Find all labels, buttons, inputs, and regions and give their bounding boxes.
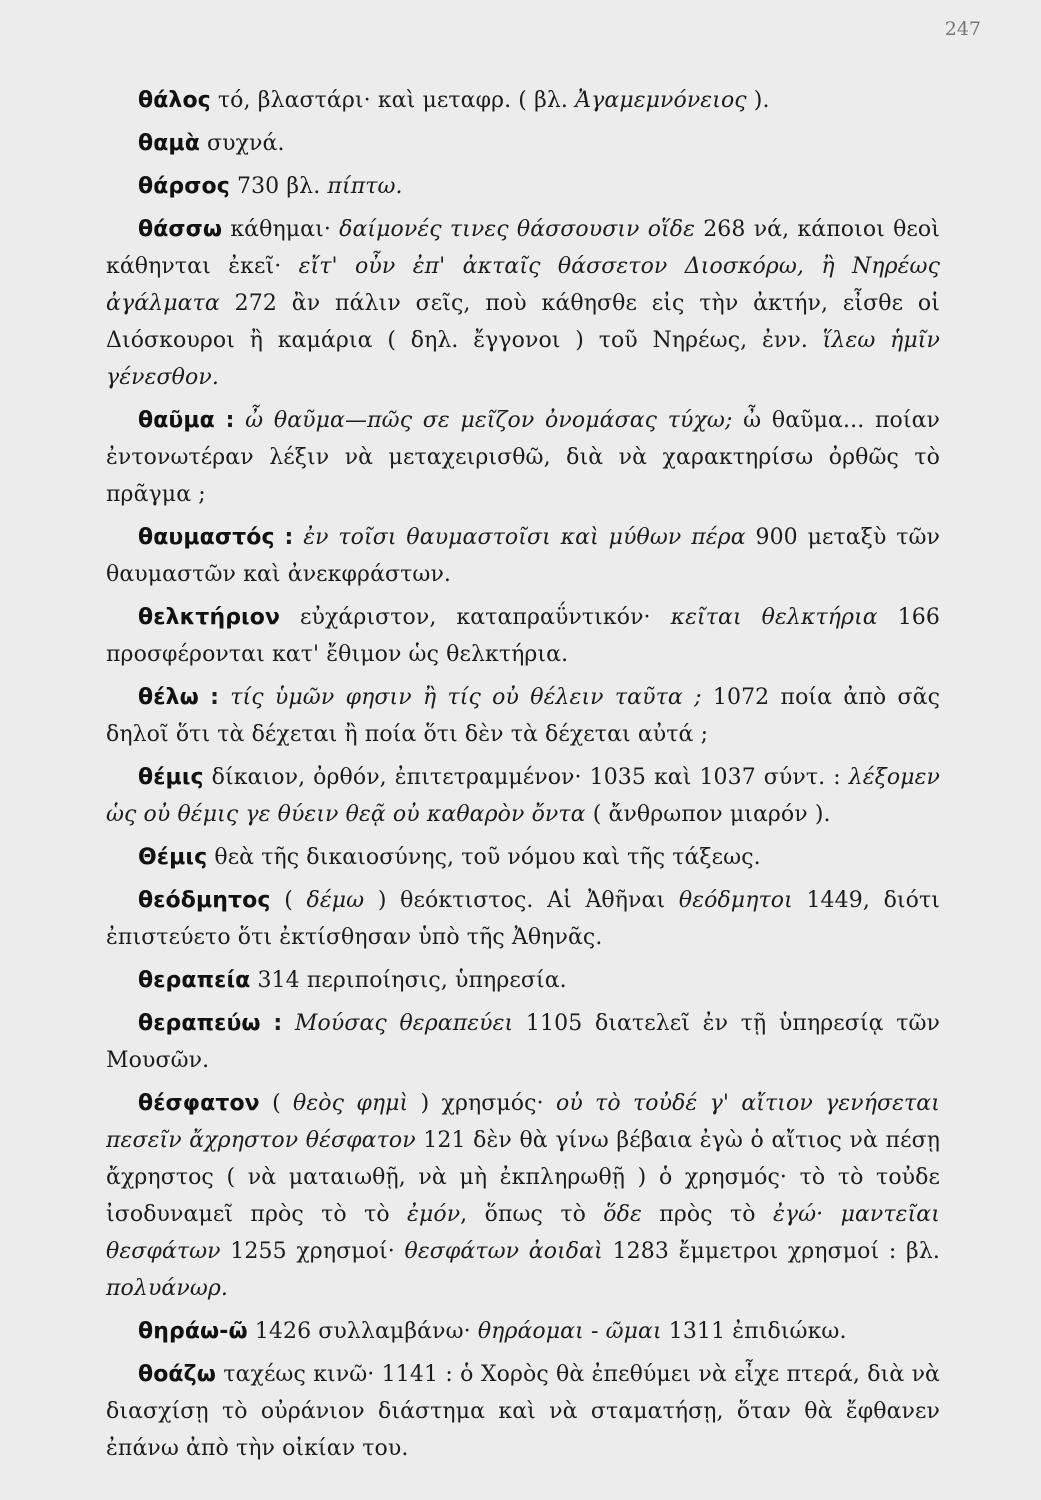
definition-text: 1449, διότι ἐπιστεύετο ὅτι ἐκτίσθησαν ὑπὸ τῆς Ἀθηνᾶς.	[106, 888, 940, 950]
definition-text: ( ἄνθρωπον μιαρόν ).	[585, 802, 831, 827]
glossary-entry	[106, 1005, 940, 1079]
headword: θάσσω	[138, 217, 223, 242]
glossary-entry	[106, 1313, 940, 1350]
headword: θοάζω	[138, 1362, 216, 1387]
definition-text: κάθημαι·	[230, 217, 340, 242]
italic-quotation: θεόδμητοι	[678, 888, 793, 913]
headword: θαμὰ	[138, 131, 200, 156]
italic-quotation: εἴτ' οὖν ἐπ' ἀκταῖς θάσσετον Διοσκόρω, ἢ Νηρέως ἀγάλματα	[106, 254, 940, 316]
glossary-entry	[106, 1085, 940, 1307]
italic-quotation: ἵλεω ἡμῖν γένεσθον.	[106, 328, 941, 390]
headword: Θέμις	[138, 845, 208, 870]
definition-text: 730 βλ.	[236, 174, 328, 199]
definition-text: 314 περιποίησις, ὑπηρεσία.	[257, 968, 567, 993]
glossary-entry	[106, 125, 940, 162]
italic-quotation: ἐγώ· μαντεῖαι θεσφάτων	[106, 1202, 940, 1264]
italic-quotation: ὅδε	[603, 1202, 642, 1227]
headword-separator: :	[284, 525, 294, 550]
italic-quotation: λέξομεν ὡς οὐ θέμις γε θύειν θεᾷ οὐ καθαρὸν ὄντα	[106, 765, 940, 827]
italic-quotation: κεῖται θελκτήρια	[670, 605, 878, 630]
definition-text: , ὅπως τὸ	[460, 1202, 604, 1227]
glossary-entry	[106, 211, 940, 396]
headword: θεραπεία	[138, 968, 251, 993]
definition-text: (	[284, 888, 307, 913]
italic-quotation: οὐ τὸ τοὐδέ γ' αἴτιον γενήσεται πεσεῖν ἄχρηστον θέσφατον	[106, 1091, 940, 1153]
definition-text: 1311 ἐπιδιώκω.	[661, 1319, 847, 1344]
definition-text: δίκαιον, ὀρθόν, ἐπιτετραμμένον· 1035 καὶ 1037 σύντ. :	[211, 765, 849, 790]
italic-quotation: τίς ὑμῶν φησιν ἢ τίς οὐ θέλειν ταῦτα ;	[230, 685, 702, 710]
glossary-entry	[106, 759, 940, 833]
headword-separator: :	[210, 685, 219, 710]
definition-text: 1072 ποία ἀπὸ σᾶς δηλοῖ ὅτι τὰ δέχεται ἢ ποία ὅτι δὲν τὰ δέχεται αὐτά ;	[106, 685, 940, 747]
definition-text: 268 νά, κάποιοι θεοὶ κάθηνται ἐκεῖ·	[106, 217, 941, 279]
headword: θέμις	[138, 765, 204, 790]
definition-text: ὦ θαῦμα... ποίαν ἐντονωτέραν λέξιν νὰ μεταχειρισθῶ, διὰ νὰ χαρακτηρίσω ὀρθῶς τὸ πρᾶγμα ;	[106, 408, 941, 507]
definition-text: ).	[746, 88, 770, 113]
definition-text: (	[272, 1091, 294, 1116]
glossary-entry	[106, 962, 940, 999]
definition-text: 272 ἂν πάλιν σεῖς, ποὺ κάθησθε εἰς τὴν ἀκτήν, εἶσθε οἱ Διόσκουροι ἢ καμάρια ( δηλ. ἔγγονοι ) τοῦ Νηρέως, ἐνν.	[106, 291, 940, 353]
headword: θαυμαστός	[138, 525, 275, 550]
italic-quotation: ἐν τοῖσι θαυμαστοῖσι καὶ μύθων πέρα	[303, 525, 746, 550]
glossary-entry	[106, 1356, 940, 1467]
glossary-entry	[106, 882, 940, 956]
headword: θεραπεύω	[138, 1011, 261, 1036]
glossary-entry	[106, 519, 940, 593]
page-number: 247	[944, 18, 981, 40]
headword: θαῦμα	[138, 408, 215, 433]
glossary-entry	[106, 402, 940, 513]
headword: θάρσος	[138, 174, 230, 199]
definition-text: ) θεόκτιστος. Αἱ Ἀθῆναι	[364, 888, 679, 913]
definition-text: 1283 ἔμμετροι χρησμοί : βλ.	[602, 1239, 941, 1264]
glossary-entry	[106, 839, 940, 876]
headword: θηράω-ῶ	[138, 1319, 248, 1344]
italic-quotation: πίπτω.	[327, 174, 403, 199]
headword-separator: :	[225, 408, 235, 433]
italic-quotation: Μούσας θεραπεύει	[294, 1011, 514, 1036]
definition-text: εὐχάριστον, καταπραΰντικόν·	[300, 605, 671, 630]
italic-quotation: Ἀγαμεμνόνειος	[575, 88, 747, 113]
definition-text: 166 προσφέρονται κατ' ἔθιμον ὡς θελκτήρια.	[106, 605, 941, 667]
glossary-entries	[106, 82, 940, 1473]
definition-text: 1255 χρησμοί·	[220, 1239, 405, 1264]
definition-text: συχνά.	[207, 131, 285, 156]
definition-text: θεὰ τῆς δικαιοσύνης, τοῦ νόμου καὶ τῆς τάξεως.	[214, 845, 761, 870]
italic-quotation: δέμω	[306, 888, 365, 913]
italic-quotation: ἐμόν	[407, 1202, 461, 1227]
definition-text: 1105 διατελεῖ ἐν τῇ ὑπηρεσίᾳ τῶν Μουσῶν.	[106, 1011, 940, 1073]
definition-text: ταχέως κινῶ· 1141 : ὁ Χορὸς θὰ ἐπεθύμει νὰ εἶχε πτερά, διὰ νὰ διασχίσῃ τὸ οὐράνιον διάστημα καὶ νὰ σταματήσῃ, ὅταν θὰ ἔφθανεν ἐπάνω ἀπὸ τὴν οἰκίαν του.	[106, 1362, 941, 1461]
italic-quotation: θεὸς φημὶ	[293, 1091, 409, 1116]
glossary-entry	[106, 168, 940, 205]
headword: θέλω	[138, 685, 199, 710]
headword-separator: :	[273, 1011, 283, 1036]
definition-text: πρὸς τὸ	[641, 1202, 773, 1227]
italic-quotation: θεσφάτων ἀοιδαὶ	[404, 1239, 603, 1264]
headword: θεόδμητος	[138, 888, 271, 913]
definition-text: τό, βλαστάρι· καὶ μεταφρ. ( βλ.	[217, 88, 576, 113]
glossary-entry	[106, 82, 940, 119]
definition-text: 900 μεταξὺ τῶν θαυμαστῶν καὶ ἀνεκφράστων.	[106, 525, 941, 587]
italic-quotation: πολυάνωρ.	[106, 1276, 229, 1301]
definition-text: 121 δὲν θὰ γίνω βέβαια ἐγὼ ὁ αἴτιος νὰ πέσῃ ἄχρηστος ( νὰ ματαιωθῇ, νὰ μὴ ἐκπληρωθῇ ) ὁ χρησμός· τὸ τὸ τοὐδε ἰσοδυναμεῖ πρὸς τὸ τὸ	[106, 1128, 940, 1227]
glossary-entry	[106, 679, 940, 753]
italic-quotation: ὦ θαῦμα—πῶς σε μεῖζον ὀνομάσας τύχω;	[245, 408, 733, 433]
glossary-entry	[106, 599, 940, 673]
italic-quotation: θηράομαι - ῶμαι	[477, 1319, 662, 1344]
italic-quotation: δαίμονές τινες θάσσουσιν οἵδε	[339, 217, 696, 242]
definition-text: 1426 συλλαμβάνω·	[254, 1319, 478, 1344]
headword: θέσφατον	[138, 1091, 260, 1116]
headword: θάλος	[138, 88, 211, 113]
headword: θελκτήριον	[138, 605, 281, 630]
definition-text: ) χρησμός·	[408, 1091, 556, 1116]
